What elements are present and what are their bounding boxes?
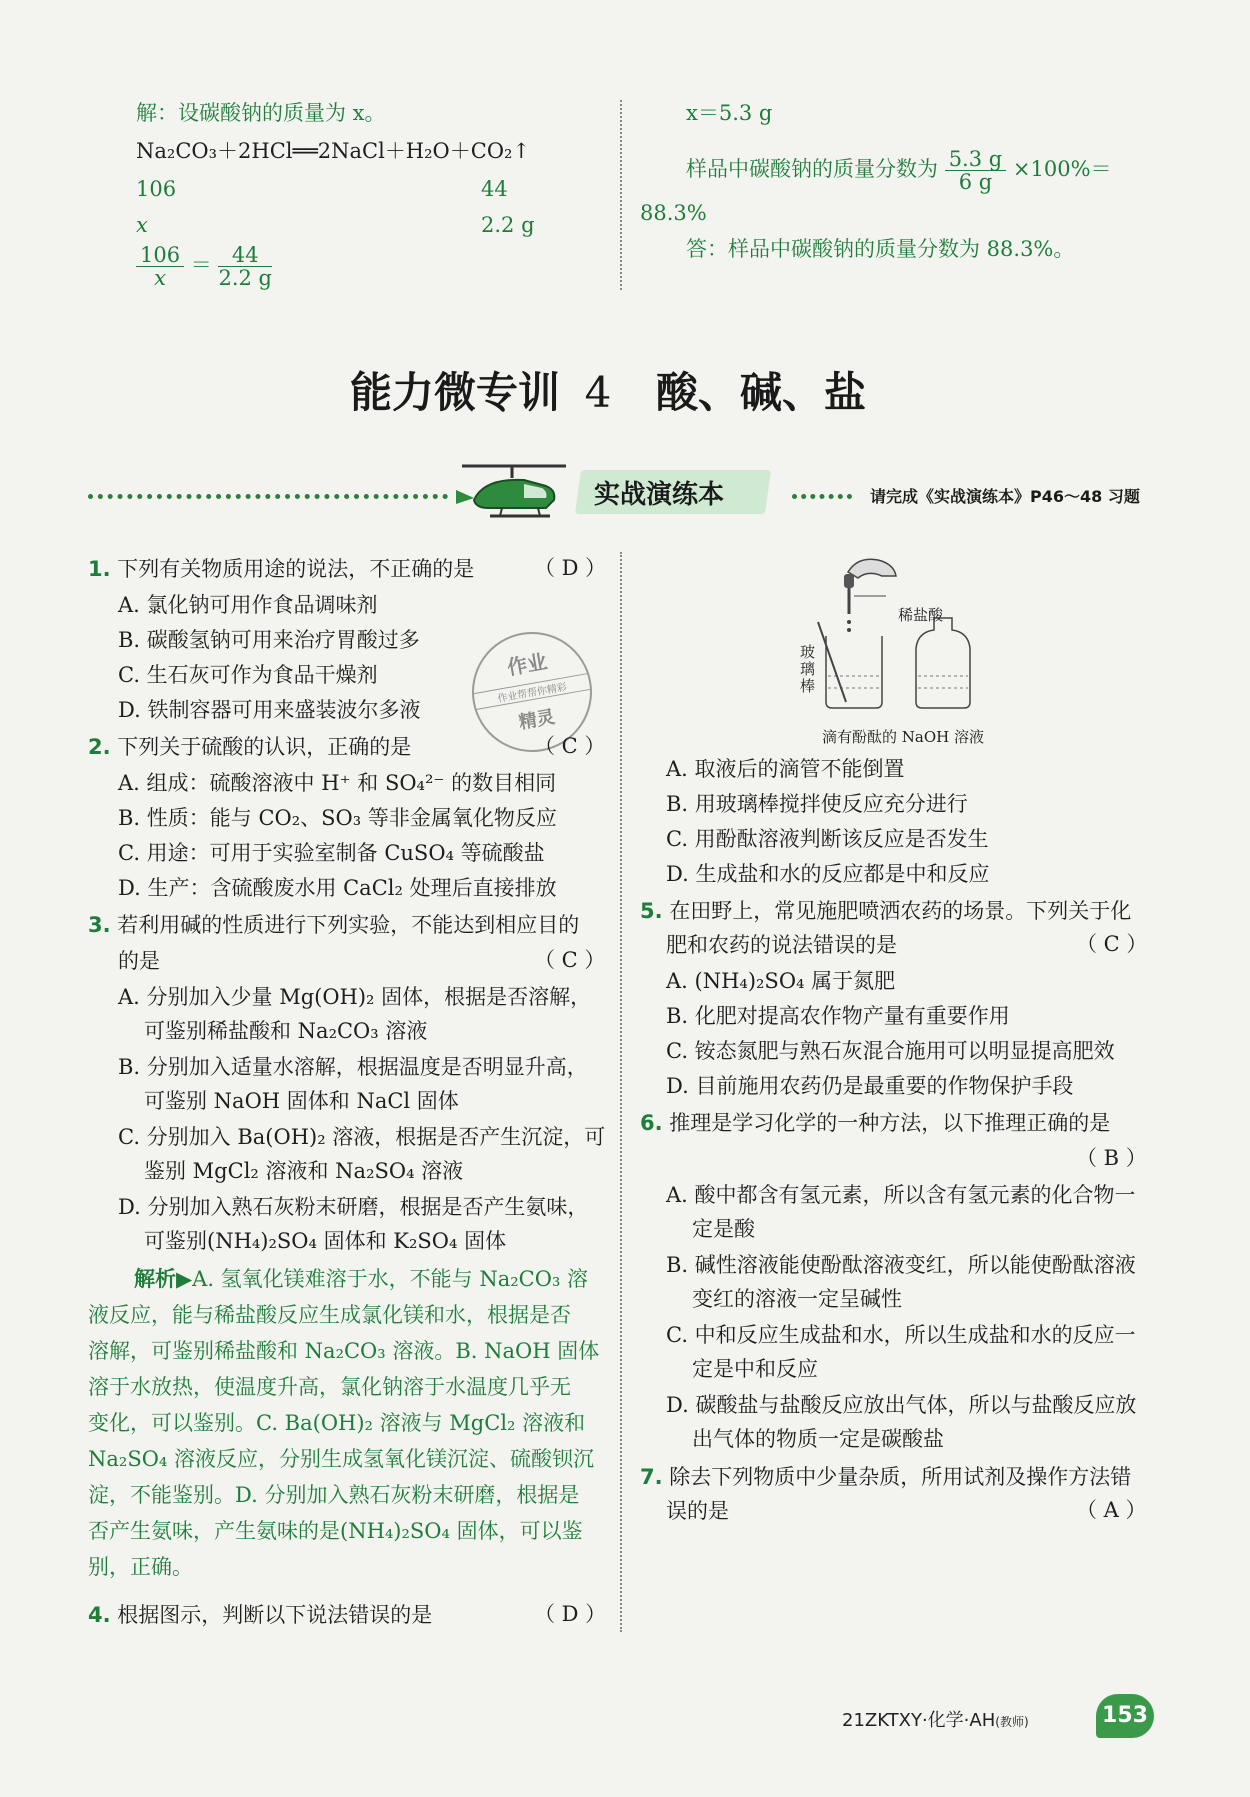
q5-option-c: C. 铵态氮肥与熟石灰混合施用可以明显提高肥效 [666,1039,1115,1063]
q1-option-c: C. 生石灰可作为食品干燥剂 [118,663,378,687]
q2-option-b: B. 性质：能与 CO₂、SO₃ 等非金属氧化物反应 [118,806,557,830]
q6-option-b-cont: 变红的溶液一定呈碱性 [692,1287,902,1311]
q7-stem: 7. 除去下列物质中少量杂质，所用试剂及操作方法错 [640,1465,1132,1489]
q5-option-a: A. (NH₄)₂SO₄ 属于氮肥 [666,969,896,993]
fig-label-acid: 稀盐酸 [898,606,944,624]
stamp-text-top: 作业 [505,649,549,680]
q4-option-c: C. 用酚酞溶液判断该反应是否发生 [666,827,989,851]
q6-option-a-cont: 定是酸 [692,1217,755,1241]
q1-option-b: B. 碳酸氢钠可用来治疗胃酸过多 [118,628,420,652]
q5-option-b: B. 化肥对提高农作物产量有重要作用 [666,1004,1010,1028]
q3-option-a-cont: 可鉴别稀盐酸和 Na₂CO₃ 溶液 [144,1019,428,1043]
helicopter-icon [454,460,574,524]
analysis-line: 淀，不能鉴别。D. 分别加入熟石灰粉末研磨，根据是 [88,1483,580,1507]
molar-mass-na2co3: 106 [136,177,177,201]
q7-stem-cont: 误的是 [666,1499,729,1523]
q7-answer: （ A ） [1076,1498,1147,1522]
footer-code: 21ZKTXY·化学·AH(教师) [842,1710,1029,1731]
final-answer: 答：样品中碳酸钠的质量分数为 88.3%。 [686,237,1075,261]
q3-option-d-cont: 可鉴别(NH₄)₂SO₄ 固体和 K₂SO₄ 固体 [144,1229,507,1253]
q3-option-c: C. 分别加入 Ba(OH)₂ 溶液，根据是否产生沉淀，可 [118,1125,606,1149]
page-number: 153 [1096,1694,1154,1738]
analysis-line: Na₂SO₄ 溶液反应，分别生成氢氧化镁沉淀、硫酸钡沉 [88,1447,595,1471]
q2-answer: （ C ） [534,734,606,758]
top-solution-right [640,96,1160,276]
left-column: 1. 下列有关物质用途的说法，不正确的是 （ D ） A. 氯化钠可用作食品调味剂 B. 碳酸氢钠可用来治疗胃酸过多 C. 生石灰可作为食品干燥剂 D. 铁制容器可用来盛装波尔多液 作业 作业帮帮你精彩 精灵 2. 下列关于硫酸的认识，正确的是 （ C ） A. 组成：硫酸溶液中 H⁺ 和 SO₄²⁻ 的数目相同 B. 性质：能与 CO₂、SO₃ 等非金属氧化物反应 C. 用途：可用于实验室制备 CuSO₄ 等硫酸盐 D. 生产：含硫酸废水用 CaCl₂ 处理后直接排放 3. 若利用碱的性质进行下列实验，不能达到相应目的 的是 （ C ） A. 分别加入少量 Mg(OH)₂ 固体，根据是否溶解， 可鉴别稀盐酸和 Na₂CO₃ 溶液 B. 分别加入适量水溶解，根据温度是否明显升高， 可鉴别 NaOH 固体和 NaCl 固体 C. 分别加入 Ba(OH)₂ 溶液，根据是否产生沉淀，可 鉴别 MgCl₂ 溶液和 Na₂SO₄ 溶液 D. 分别加入熟石灰粉末研磨，根据是否产生氨味， 可鉴别(NH₄)₂SO₄ 固体和 K₂SO₄ 固体 解析▶A. 氢氧化镁难溶于水，不能与 Na₂CO₃ 溶 液反应，能与稀盐酸反应生成氯化镁和水，根据是否 溶解，可鉴别稀盐酸和 Na₂CO₃ 溶液。B. NaOH 固体 溶于水放热，使温度升高，氯化钠溶于水温度几乎无 变化，可以鉴别。C. Ba(OH)₂ 溶液与 MgCl₂ 溶液和 Na₂SO₄ 溶液反应，分别生成氢氧化镁沉淀、硫酸钡沉 淀，不能鉴别。D. 分别加入熟石灰粉末研磨，根据是 否产生氨味，产生氨味的是(NH₄)₂SO₄ 固体，可以鉴 别，正确。 4. 根据图示，判断以下说法错误的是 （ D ） [88,552,608,1632]
q3-stem-cont: 的是 [118,949,160,973]
q6-option-a: A. 酸中都含有氢元素，所以含有氢元素的化合物一 [666,1183,1136,1207]
analysis-line: 否产生氨味，产生氨味的是(NH₄)₂SO₄ 固体，可以鉴 [88,1519,583,1543]
mass-fraction-result: 88.3% [640,201,707,225]
practice-banner [88,460,1158,520]
banner-note: 请完成《实战演练本》P46～48 习题 [870,487,1140,506]
reaction-equation: Na₂CO₃＋2HCl══2NaCl＋H₂O＋CO₂↑ [136,139,531,163]
q6-option-c: C. 中和反应生成盐和水，所以生成盐和水的反应一 [666,1323,1136,1347]
top-solution-left [136,96,606,306]
analysis-line: 溶解，可鉴别稀盐酸和 Na₂CO₃ 溶液。B. NaOH 固体 [88,1339,600,1363]
q3-answer: （ C ） [534,948,606,972]
q2-option-c: C. 用途：可用于实验室制备 CuSO₄ 等硫酸盐 [118,841,545,865]
proportion: $\frac{106}{x}$ ＝ $\frac{44}{2.2 g}$ [136,244,272,289]
unknown-x: x [136,213,148,237]
q3-option-d: D. 分别加入熟石灰粉末研磨，根据是否产生氨味， [118,1195,589,1219]
right-column [636,552,1156,1552]
q6-option-d: D. 碳酸盐与盐酸反应放出气体，所以与盐酸反应放 [666,1393,1137,1417]
analysis-line: 液反应，能与稀盐酸反应生成氯化镁和水，根据是否 [88,1303,571,1327]
fig-label-rod: 玻璃棒 [800,643,816,695]
q5-stem: 5. 在田野上，常见施肥喷洒农药的场景。下列关于化 [640,899,1132,923]
top-column-divider [620,100,622,290]
solution-setup: 解：设碳酸钠的质量为 x。 [136,101,386,125]
titration-figure [796,552,1036,752]
x-result: x＝5.3 g [686,101,773,125]
q3-option-b-cont: 可鉴别 NaOH 固体和 NaCl 固体 [144,1089,459,1113]
q4-option-b: B. 用玻璃棒搅拌使反应充分进行 [666,792,968,816]
q6-option-d-cont: 出气体的物质一定是碳酸盐 [692,1427,944,1451]
q3-stem: 3. 若利用碱的性质进行下列实验，不能达到相应目的 [88,913,580,937]
q4-answer: （ D ） [534,1602,607,1626]
q6-option-c-cont: 定是中和反应 [692,1357,818,1381]
analysis-line: 别，正确。 [88,1555,193,1579]
banner-dots-left [88,494,448,499]
q1-answer: （ D ） [534,556,607,580]
fig-caption: 滴有酚酞的 NaOH 溶液 [822,728,984,746]
analysis-label: 解析▶ [134,1267,193,1291]
q4-option-a: A. 取液后的滴管不能倒置 [666,757,905,781]
q4-stem: 4. 根据图示，判断以下说法错误的是 [88,1603,433,1627]
q3-option-c-cont: 鉴别 MgCl₂ 溶液和 Na₂SO₄ 溶液 [144,1159,464,1183]
column-divider [620,552,622,1632]
q2-option-a: A. 组成：硫酸溶液中 H⁺ 和 SO₄²⁻ 的数目相同 [118,771,557,795]
section-title: 能力微专训 4 酸、碱、盐 [350,368,867,417]
q3-option-a: A. 分别加入少量 Mg(OH)₂ 固体，根据是否溶解， [118,985,592,1009]
banner-dots-right [792,494,852,499]
q5-stem-cont: 肥和农药的说法错误的是 [666,933,897,957]
q2-option-d: D. 生产：含硫酸废水用 CaCl₂ 处理后直接排放 [118,876,557,900]
analysis-line: 变化，可以鉴别。C. Ba(OH)₂ 溶液与 MgCl₂ 溶液和 [88,1411,586,1435]
molar-mass-co2: 44 [481,177,508,201]
q6-answer: （ B ） [1076,1146,1147,1170]
q6-stem: 6. 推理是学习化学的一种方法，以下推理正确的是 [640,1111,1111,1135]
q4-option-d: D. 生成盐和水的反应都是中和反应 [666,862,990,886]
q5-answer: （ C ） [1076,932,1148,956]
stamp-text-mid: 作业帮帮你精彩 [473,673,590,710]
q3-option-b: B. 分别加入适量水溶解，根据温度是否明显升高， [118,1055,588,1079]
analysis-line: 溶于水放热，使温度升高，氯化钠溶于水温度几乎无 [88,1375,571,1399]
q1-stem: 1. 下列有关物质用途的说法，不正确的是 [88,557,475,581]
q1-option-a: A. 氯化钠可用作食品调味剂 [118,593,378,617]
q5-option-d: D. 目前施用农药仍是最重要的作物保护手段 [666,1074,1074,1098]
q1-option-d: D. 铁制容器可用来盛装波尔多液 [118,698,421,722]
mass-fraction-line: 样品中碳酸钠的质量分数为 $\frac{5.3 g}{6 g}$ ×100%＝ [686,147,1112,194]
stamp-text-bottom: 精灵 [517,706,557,734]
q6-option-b: B. 碱性溶液能使酚酞溶液变红，所以能使酚酞溶液 [666,1253,1136,1277]
q2-stem: 2. 下列关于硫酸的认识，正确的是 [88,735,412,759]
co2-mass: 2.2 g [481,213,535,237]
banner-label: 实战演练本 [594,480,725,510]
